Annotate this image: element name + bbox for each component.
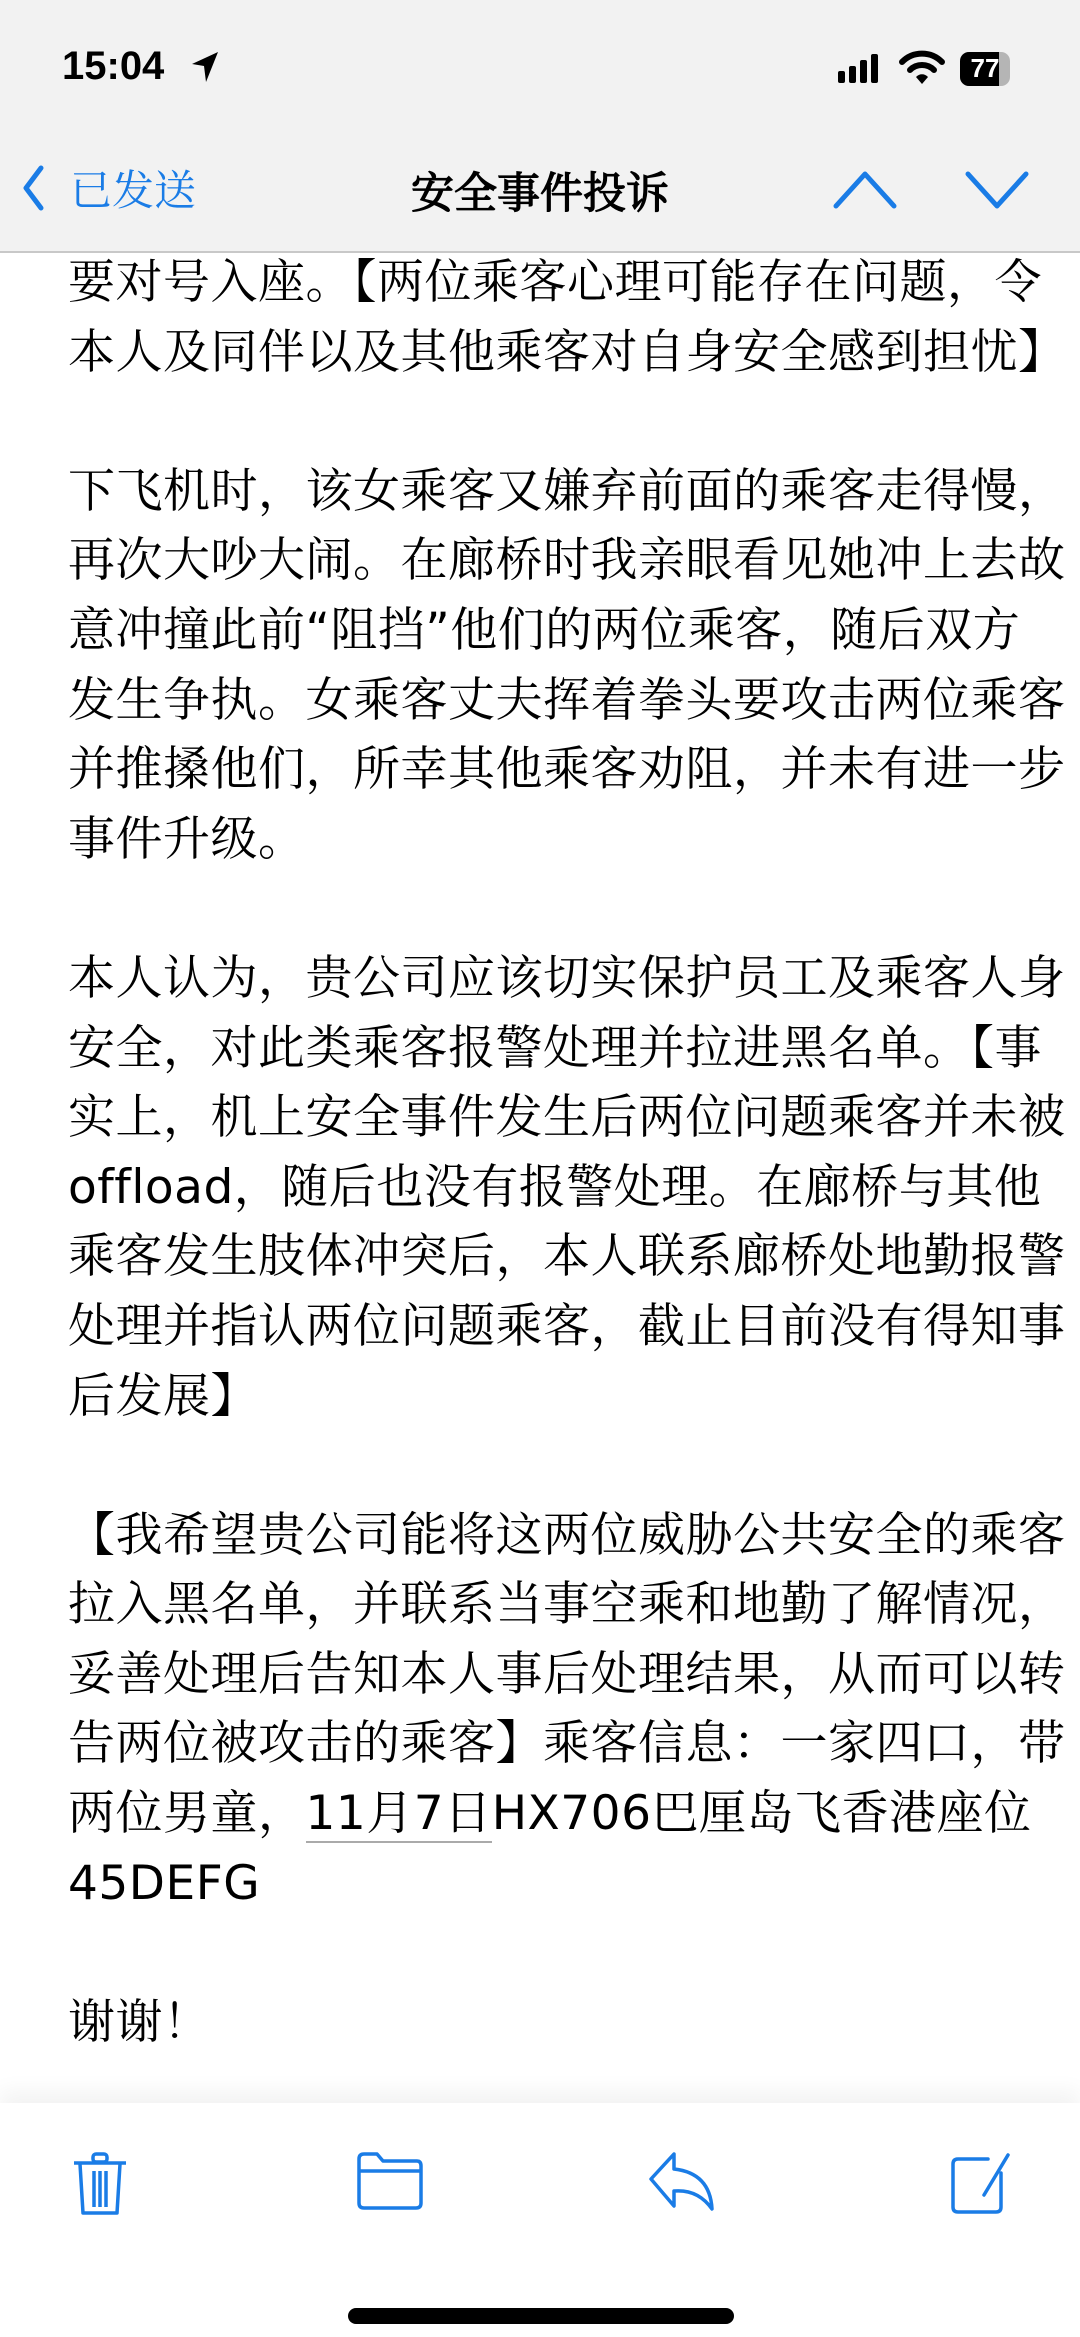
trash-icon[interactable] (70, 2151, 130, 2217)
page-title: 安全事件投诉 (411, 169, 669, 219)
body-line: 本人认为，贵公司应该切实保护员工及乘客人身 (68, 950, 1066, 1006)
body-line: offload，随后也没有报警处理。在廊桥与其他 (68, 1159, 1042, 1215)
body-line: 后发展】 (68, 1368, 258, 1424)
body-line: 妥善处理后告知本人事后处理结果，从而可以转 (68, 1646, 1066, 1702)
cellular-signal-icon (838, 54, 878, 83)
battery-percent: 77 (970, 53, 1000, 83)
email-body (68, 248, 1066, 2057)
body-line: 事件升级。 (68, 811, 306, 867)
blank-line (68, 1431, 1028, 1501)
folder-icon[interactable] (355, 2151, 425, 2211)
body-line: 【我希望贵公司能将这两位威胁公共安全的乘客 (68, 1507, 1066, 1563)
body-line: 实上，机上安全事件发生后两位问题乘客并未被 (68, 1090, 1066, 1146)
nav-bar (0, 130, 1080, 253)
wifi-icon (898, 50, 946, 86)
body-line: 再次大吵大闹。在廊桥时我亲眼看见她冲上去故 (68, 533, 1066, 589)
body-text: HX706巴厘岛飞香港座位 (491, 1786, 1032, 1842)
body-line: 安全，对此类乘客报警处理并拉进黑名单。【事 (68, 1020, 1042, 1076)
body-line: 乘客发生肢体冲突后，本人联系廊桥处地勤报警 (68, 1229, 1066, 1285)
back-label: 已发送 (70, 166, 197, 215)
blank-line (68, 874, 1028, 944)
date-link[interactable]: 11月7日 (305, 1786, 492, 1842)
closing-line: 谢谢！ (68, 1994, 211, 2050)
body-line: 拉入黑名单，并联系当事空乘和地勤了解情况， (68, 1577, 1066, 1633)
home-indicator (348, 2308, 734, 2324)
blank-line (68, 387, 1028, 457)
next-message-chevron-down-icon[interactable] (964, 170, 1030, 210)
body-text: 两位男童， (68, 1786, 306, 1842)
body-line: 并推搡他们，所幸其他乘客劝阻，并未有进一步 (68, 742, 1066, 798)
body-line: 要对号入座。【两位乘客心理可能存在问题，令 (68, 255, 1042, 310)
status-bar (0, 0, 1080, 130)
battery-icon (960, 52, 1010, 86)
compose-icon[interactable] (948, 2151, 1014, 2215)
status-time: 15:04 (62, 44, 165, 88)
previous-message-chevron-up-icon[interactable] (832, 170, 898, 210)
location-arrow-icon (190, 50, 220, 84)
bottom-toolbar (0, 2103, 1080, 2337)
body-line: 告两位被攻击的乘客】乘客信息：一家四口，带 (68, 1716, 1066, 1772)
body-line: 发生争执。女乘客丈夫挥着拳头要攻击两位乘客 (68, 672, 1066, 728)
body-line: 处理并指认两位问题乘客，截止目前没有得知事 (68, 1298, 1066, 1354)
body-line: 下飞机时，该女乘客又嫌弃前面的乘客走得慢， (68, 463, 1066, 519)
body-line: 意冲撞此前“阻挡”他们的两位乘客，随后双方 (68, 602, 1021, 658)
reply-icon[interactable] (648, 2151, 718, 2211)
body-line: 本人及同伴以及其他乘客对自身安全感到担忧】 (68, 324, 1066, 380)
body-line: 45DEFG (68, 1855, 261, 1911)
body-line (68, 1779, 1032, 1849)
